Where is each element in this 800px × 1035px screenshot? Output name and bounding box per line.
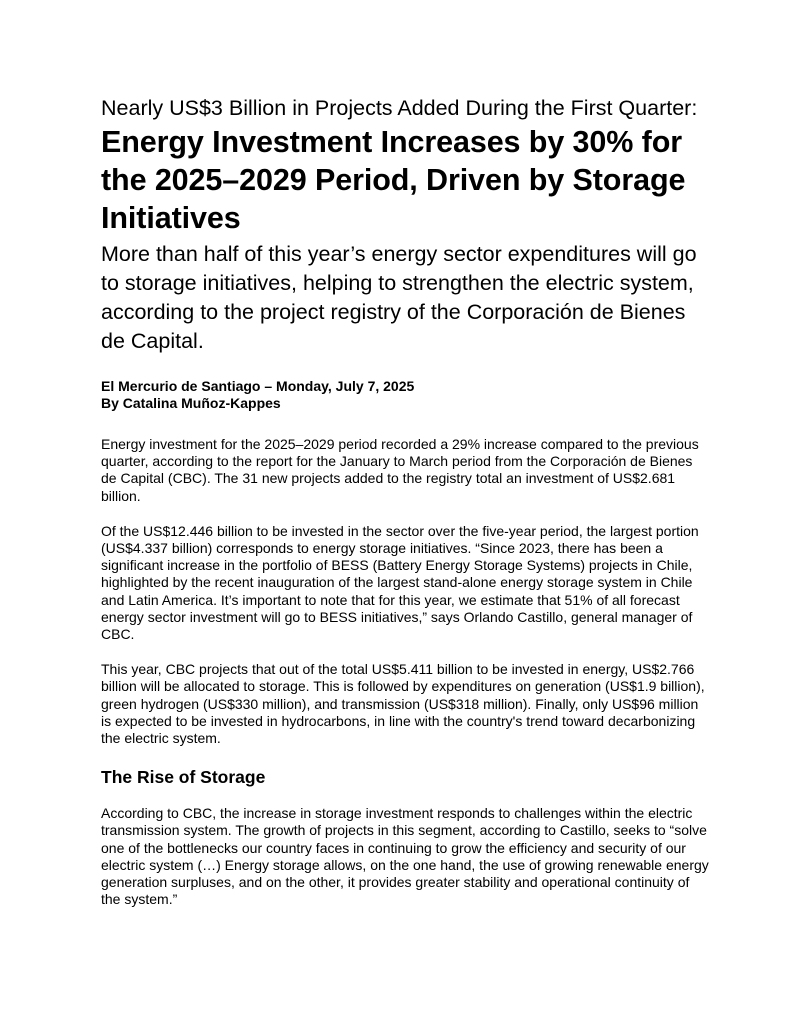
article-headline: Energy Investment Increases by 30% for the 2025–2029 Period, Driven by Storage Initiatives [101,125,686,235]
body-paragraph-3: This year, CBC projects that out of the total US$5.411 billion to be invested in energy, US$2.766 billion will be allocated to storage. This is followed by expenditures on generation (US$1.9 billion), green hydrogen (US$330 million), and transmission (US$318 million). Finally, only US$96 million is expected to be invested in hydrocarbons, in line with the country's trend toward decarbonizing the electric system. [101,661,705,747]
article-kicker: Nearly US$3 Billion in Projects Added During the First Quarter: [101,96,698,120]
author-line: By Catalina Muñoz-Kappes [101,395,281,411]
source-line: El Mercurio de Santiago – Monday, July 7, 2025 [101,378,415,394]
article-deck: More than half of this year’s energy sector expenditures will go to storage initiatives, helping to strengthen the electric system, according to the project registry of the Corporación de Bienes de Capital. [101,242,697,353]
article-page [101,96,711,908]
body-paragraph-1: Energy investment for the 2025–2029 period recorded a 29% increase compared to the previous quarter, according to the report for the January to March period from the Corporación de Bienes de Capital (CBC). The 31 new projects added to the registry total an investment of US$2.681 billion. [101,436,699,504]
section-heading: The Rise of Storage [101,767,266,788]
body-paragraph-2: Of the US$12.446 billion to be invested in the sector over the five-year period, the largest portion (US$4.337 billion) corresponds to energy storage initiatives. “Since 2023, there has been a significant increase in the portfolio of BESS (Battery Energy Storage Systems) projects in Chile, highlighted by the recent inauguration of the largest stand-alone energy storage system in Chile and Latin America. It’s important to note that for this year, we estimate that 51% of all forecast energy sector investment will go to BESS initiatives,” says Orlando Castillo, general manager of CBC. [101,522,699,643]
section-paragraph: According to CBC, the increase in storage investment responds to challenges within the electric transmission system. The growth of projects in this segment, according to Castillo, seeks to “solve one of the bottlenecks our country faces in continuing to grow the efficiency and security of our electric system (…) Energy storage allows, on the one hand, the use of growing renewable energy generation surpluses, and on the other, it provides greater stability and operational continuity of the system.” [101,805,709,908]
byline [101,378,711,412]
